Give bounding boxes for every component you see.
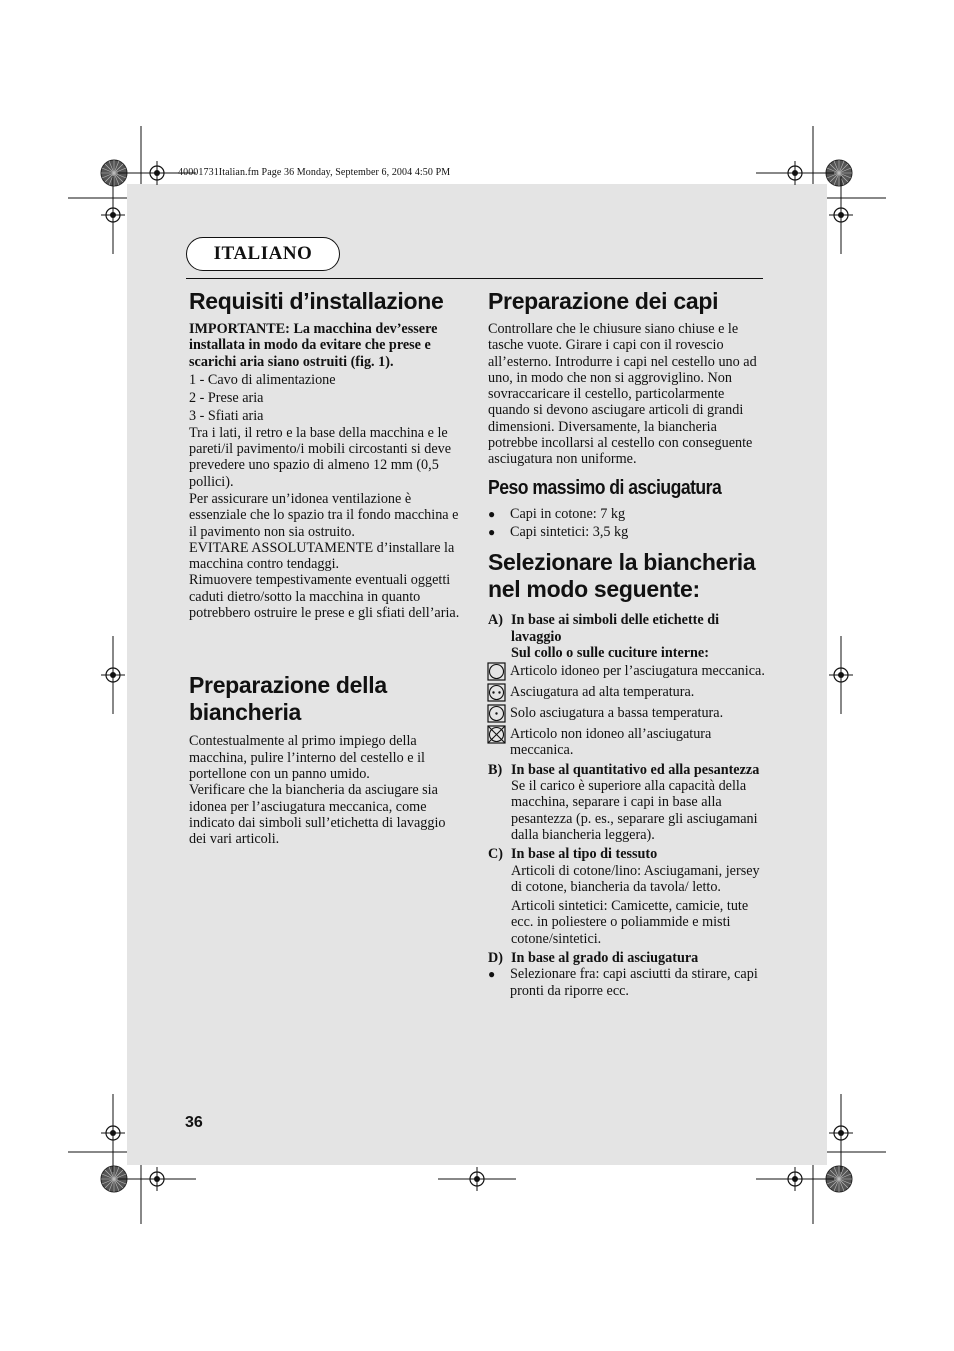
tumble-dry-high-icon (487, 683, 506, 702)
max-weight-title: Peso massimo di asciugatura (488, 476, 722, 499)
criterion-d: D) In base al grado di asciugatura (488, 950, 699, 967)
select-laundry-title-line1: Selezionare la biancheria (488, 549, 756, 576)
criterion-b: B) In base al quantitativo ed alla pesantezza (488, 761, 760, 778)
garment-prep-paragraph: Controllare che le chiusure siano chiuse e le tasche vuote. Girare i capi con il rovescio all’esterno. Introdurre i capi nel cestello uno ad uno, in modo che non si aggroviglino. Non sovraccaricare il cestello, particolarmente quando si devono asciugare articoli di grandi dimensioni. Diversamente, la biancheria potrebbe incollarsi al cestello con conseguente asciugatura non uniforme. (488, 321, 757, 468)
laundry-prep-title-line2: biancheria (189, 699, 302, 726)
list-item: ● Capi in cotone: 7 kg (488, 505, 626, 522)
list-item: ● Capi sintetici: 3,5 kg (488, 523, 629, 540)
tumble-dry-low-icon (487, 704, 506, 723)
criterion-b-text: Se il carico è superiore alla capacità della macchina, separare i capi in base alla pesantezza (p. es., separare gli asciugamani dalla biancheria leggera). (511, 778, 758, 843)
req-paragraph-3: EVITARE ASSOLUTAMENTE d’installare la macchina contro tendaggi. (189, 539, 455, 573)
req-paragraph-2: Per assicurare un’idonea ventilazione è essenziale che lo spazio tra il fondo macchina e il pavimento non sia ostruito. (189, 490, 459, 540)
req-item-2: 2 - Prese aria (189, 390, 264, 407)
criterion-c-text-2: Articoli sintetici: Camicette, camicie, tute ecc. in poliestere o poliammide e misti cotone/sintetici. (511, 898, 749, 947)
page-number: 36 (185, 1114, 203, 1131)
language-tab: ITALIANO (186, 237, 340, 271)
header-rule (186, 278, 763, 279)
left-column (189, 288, 465, 847)
file-header: 40001731Italian.fm Page 36 Monday, September 6, 2004 4:50 PM (178, 167, 451, 178)
criterion-a-sub: Sul collo o sulle cuciture interne: (511, 644, 709, 661)
req-item-3: 3 - Sfiati aria (189, 408, 264, 425)
garment-prep-title: Preparazione dei capi (488, 288, 719, 314)
symbol-row: Asciugatura ad alta temperatura. (488, 684, 765, 702)
bullet-icon: ● (488, 506, 496, 521)
select-laundry-title-line2: nel modo seguente: (488, 576, 700, 603)
right-column (488, 288, 765, 999)
req-paragraph-4: Rimuovere tempestivamente eventuali oggetti caduti dietro/sotto la macchina in quanto potrebbero ostruire le prese e gli sfiati dell’aria. (189, 572, 460, 622)
do-not-tumble-dry-icon (487, 725, 506, 744)
req-paragraph-1: Tra i lati, il retro e la base della macchina e le pareti/il pavimento/i mobili circostanti si deve prevedere uno spazio di almeno 12 mm (0,5 pollici). (189, 424, 452, 490)
bullet-icon: ● (488, 524, 496, 539)
prep-paragraph-2: Verificare che la biancheria da asciugare sia idonea per l’asciugatura meccanica, come indicato dai simboli sull’etichetta di lavaggio dei vari articoli. (189, 782, 446, 848)
list-item: ● Selezionare fra: capi asciutti da stirare, capi pronti da riporre ecc. (488, 966, 758, 999)
prep-paragraph-1: Contestualmente al primo impiego della macchina, pulire l’interno del cestello e il portellone con un panno umido. (189, 733, 425, 782)
criterion-c: C) In base al tipo di tessuto (488, 846, 658, 863)
bullet-icon: ● (488, 967, 496, 982)
laundry-prep-title-line1: Preparazione della (189, 672, 387, 699)
tumble-dry-icon (487, 662, 506, 681)
important-note: IMPORTANTE: La macchina dev’essere installata in modo da evitare che prese e scarichi aria siano ostruiti (fig. 1). (189, 321, 438, 370)
installation-title: Requisiti d’installazione (189, 288, 444, 314)
symbol-row: Articolo idoneo per l’asciugatura meccanica. (488, 663, 765, 681)
req-item-1: 1 - Cavo di alimentazione (189, 371, 336, 388)
criterion-a: A) In base ai simboli delle etichette di lavaggio (488, 612, 720, 645)
symbol-row: Solo asciugatura a bassa temperatura. (488, 705, 765, 723)
criterion-c-text-1: Articoli di cotone/lino: Asciugamani, jersey di cotone, biancheria da tavola/ letto. (511, 862, 760, 895)
symbol-row: Articolo non idoneo all’asciugatura meccanica. (488, 726, 765, 759)
